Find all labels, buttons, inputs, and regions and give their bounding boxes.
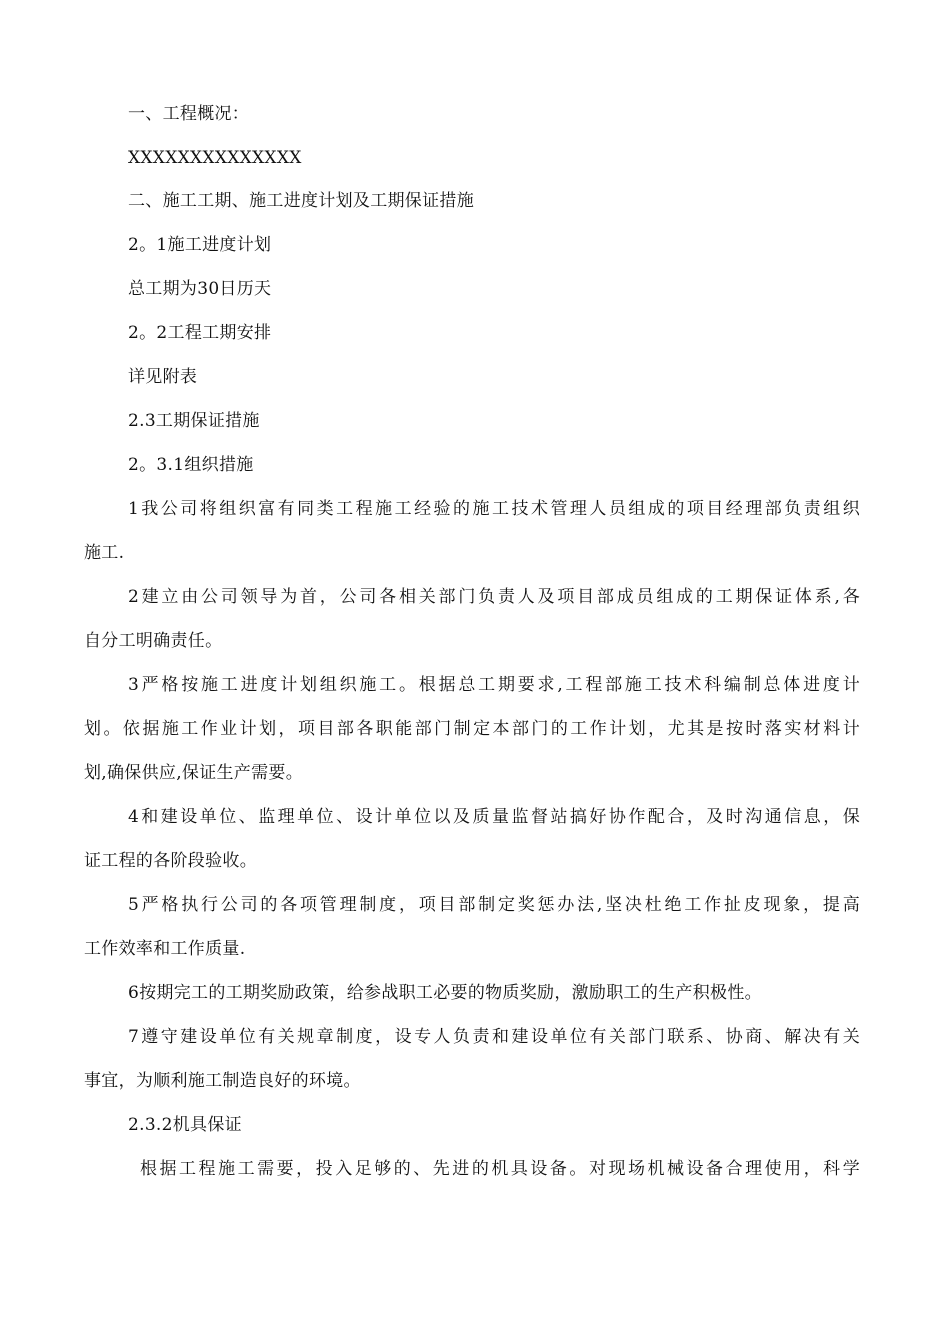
paragraph-8-line-1: 根据工程施工需要，投入足够的、先进的机具设备。对现场机械设备合理使用，科学 [140, 1159, 860, 1179]
total-duration-text: 总工期为30日历天 [128, 279, 272, 299]
paragraph-7-line-1: 7遵守建设单位有关规章制度，设专人负责和建设单位有关部门联系、协商、解决有关 [128, 1027, 860, 1047]
paragraph-2-line-2: 自分工明确责任。 [84, 631, 223, 651]
paragraph-2-line-1: 2建立由公司领导为首，公司各相关部门负责人及项目部成员组成的工期保证体系,各 [128, 587, 860, 607]
paragraph-1-line-1: 1我公司将组织富有同类工程施工经验的施工技术管理人员组成的项目经理部负责组织 [128, 499, 860, 519]
see-appendix-text: 详见附表 [128, 367, 198, 387]
paragraph-4-line-1: 4和建设单位、监理单位、设计单位以及质量监督站搞好协作配合，及时沟通信息，保 [128, 807, 860, 827]
heading-schedule-section: 二、施工工期、施工进度计划及工期保证措施 [128, 191, 474, 211]
heading-2-3-2: 2.3.2机具保证 [128, 1115, 242, 1135]
paragraph-5-line-1: 5严格执行公司的各项管理制度，项目部制定奖惩办法,坚决杜绝工作扯皮现象，提高 [128, 895, 860, 915]
heading-2-1: 2。1施工进度计划 [128, 235, 272, 255]
project-overview-placeholder: XXXXXXXXXXXXXX [128, 148, 302, 168]
heading-2-2: 2。2工程工期安排 [128, 323, 272, 343]
paragraph-3-line-3: 划,确保供应,保证生产需要。 [84, 763, 304, 783]
heading-project-overview: 一、工程概况： [128, 104, 250, 124]
heading-2-3: 2.3工期保证措施 [128, 411, 260, 431]
paragraph-3-line-2: 划。依据施工作业计划，项目部各职能部门制定本部门的工作计划，尤其是按时落实材料计 [84, 719, 860, 739]
paragraph-1-line-2: 施工. [84, 543, 125, 563]
paragraph-4-line-2: 证工程的各阶段验收。 [84, 851, 257, 871]
paragraph-5-line-2: 工作效率和工作质量. [84, 939, 246, 959]
paragraph-3-line-1: 3严格按施工进度计划组织施工。根据总工期要求,工程部施工技术科编制总体进度计 [128, 675, 860, 695]
paragraph-6-line-1: 6按期完工的工期奖励政策，给参战职工必要的物质奖励，激励职工的生产积极性。 [128, 983, 762, 1003]
heading-2-3-1: 2。3.1组织措施 [128, 455, 254, 475]
paragraph-7-line-2: 事宜，为顺利施工制造良好的环境。 [84, 1071, 361, 1091]
